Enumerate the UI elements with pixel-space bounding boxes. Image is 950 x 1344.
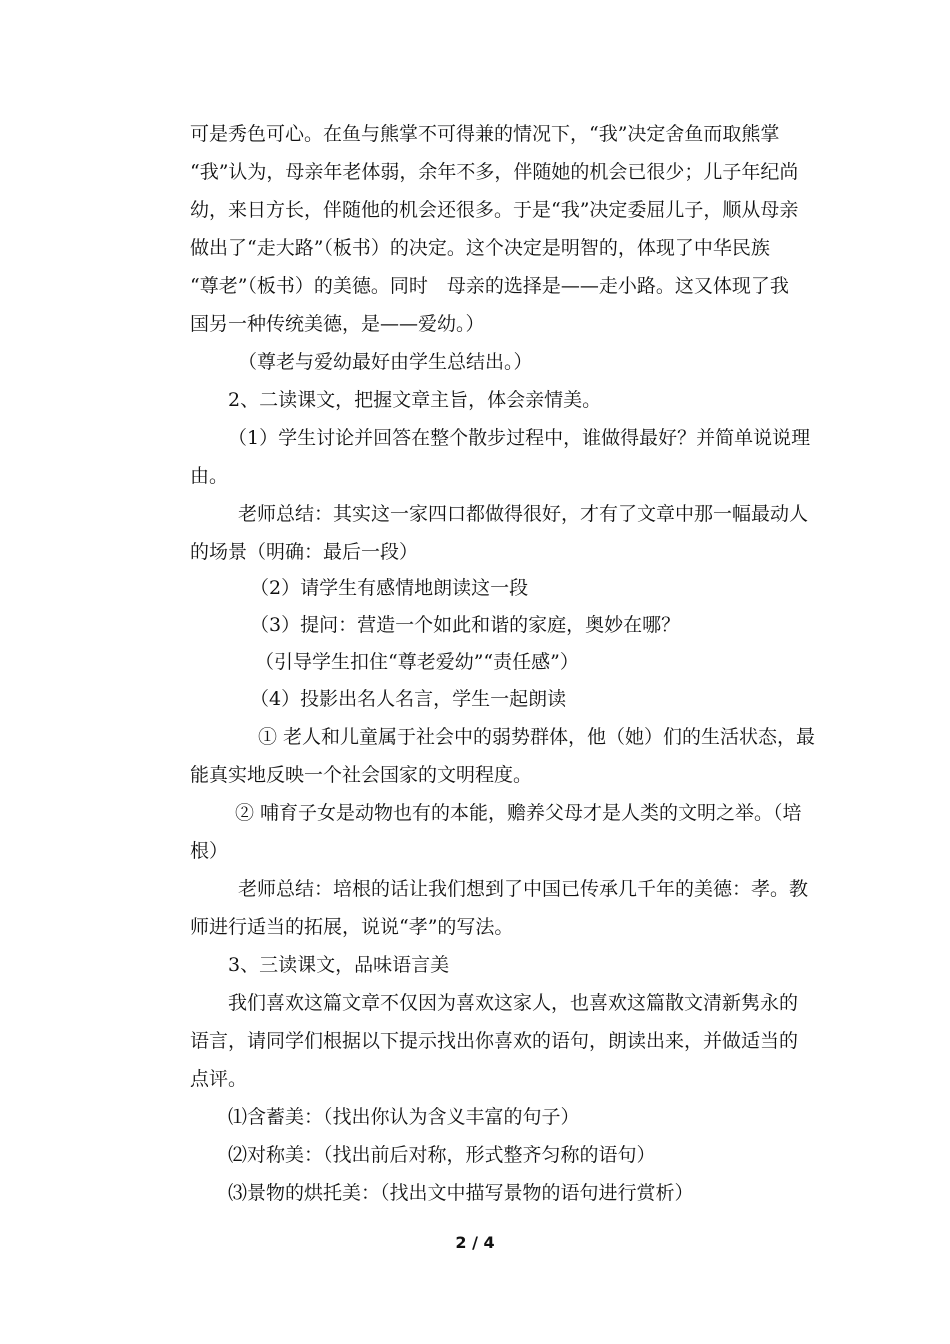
text-line: 语言，请同学们根据以下提示找出你喜欢的语句，朗读出来，并做适当的 — [190, 1030, 799, 1052]
text-line: “尊老”（板书）的美德。同时 母亲的选择是——走小路。这又体现了我 — [190, 275, 789, 297]
text-line: （3）提问：营造一个如此和谐的家庭，奥妙在哪？ — [250, 614, 681, 636]
quote-line: ① 老人和儿童属于社会中的弱势群体，他（她）们的生活状态，最 — [258, 726, 816, 748]
text-line: 我们喜欢这篇文章不仅因为喜欢这家人，也喜欢这篇散文清新隽永的 — [228, 992, 799, 1014]
quote-line: 根） — [190, 840, 229, 862]
text-line: （引导学生扣住“尊老爱幼”“责任感”） — [255, 651, 579, 673]
quote-line: ② 哺育子女是动物也有的本能，赡养父母才是人类的文明之举。（培 — [235, 802, 802, 824]
text-line: 由。 — [190, 465, 229, 487]
text-line: 点评。 — [190, 1068, 248, 1090]
text-line: 可是秀色可心。在鱼与熊掌不可得兼的情况下，“我”决定舍鱼而取熊掌 — [190, 123, 780, 145]
page-number: 2 / 4 — [455, 1233, 495, 1252]
text-line: 的场景（明确：最后一段） — [190, 541, 419, 563]
text-line: 幼，来日方长，伴随他的机会还很多。于是“我”决定委屈儿子，顺从母亲 — [190, 199, 799, 221]
text-line: 师进行适当的拓展，说说“孝”的写法。 — [190, 916, 514, 938]
text-line: 国另一种传统美德，是——爱幼。） — [190, 313, 485, 335]
list-item: ⑵对称美：（找出前后对称，形式整齐匀称的语句） — [228, 1144, 656, 1166]
text-line: （4）投影出名人名言，学生一起朗读 — [250, 688, 567, 710]
text-line: “我”认为，母亲年老体弱，余年不多，伴随她的机会已很少；儿子年纪尚 — [190, 161, 799, 183]
quote-line: 能真实地反映一个社会国家的文明程度。 — [190, 764, 533, 786]
section-heading: 3、三读课文，品味语言美 — [228, 954, 450, 976]
text-line: （2）请学生有感情地朗读这一段 — [250, 577, 529, 599]
section-heading: 2、二读课文，把握文章主旨，体会亲情美。 — [228, 389, 602, 411]
list-item: ⑶景物的烘托美：（找出文中描写景物的语句进行赏析） — [228, 1182, 694, 1204]
text-line: （尊老与爱幼最好由学生总结出。） — [238, 351, 533, 373]
text-line: 老师总结：其实这一家四口都做得很好，才有了文章中那一幅最动人 — [238, 503, 809, 525]
text-line: 做出了“走大路”（板书）的决定。这个决定是明智的，体现了中华民族 — [190, 237, 770, 259]
text-line: 老师总结：培根的话让我们想到了中国已传承几千年的美德：孝。教 — [238, 878, 809, 900]
text-line: （1）学生讨论并回答在整个散步过程中，谁做得最好？并简单说说理 — [228, 427, 811, 449]
list-item: ⑴含蓄美：（找出你认为含义丰富的句子） — [228, 1106, 580, 1128]
